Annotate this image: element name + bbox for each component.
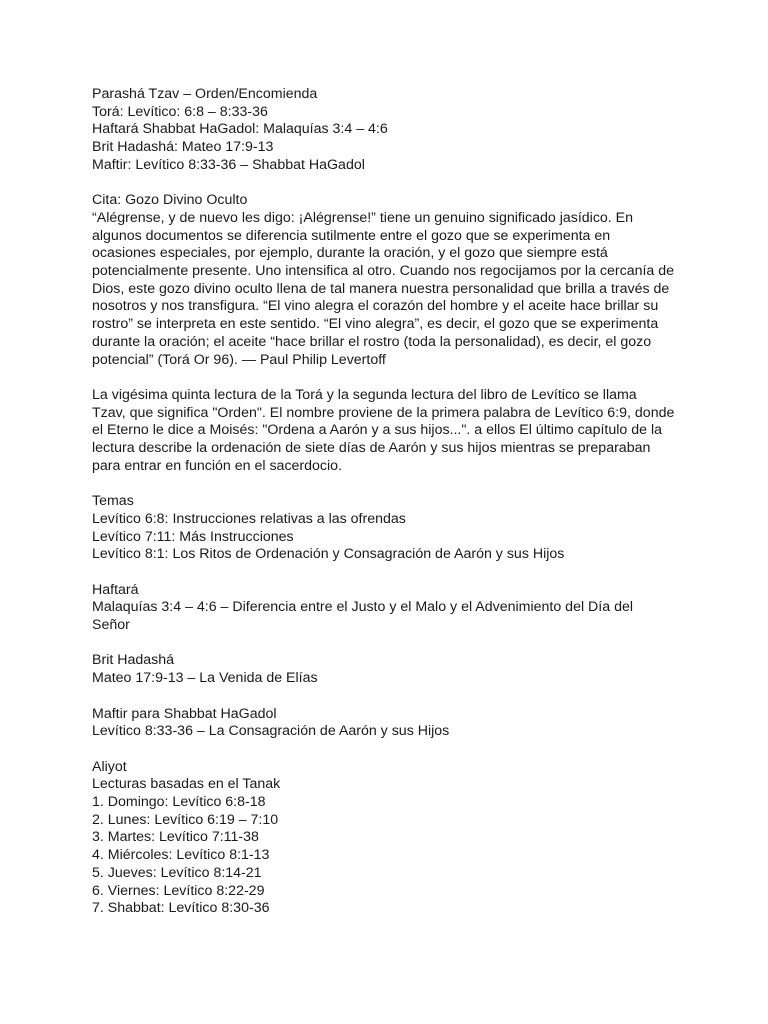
- intro-line: La vigésima quinta lectura de la Torá y la segunda lectura del libro de Levítico se llama: [92, 386, 637, 403]
- aliyot-heading: Aliyot: [92, 758, 127, 775]
- aliyah-item: 3. Martes: Levítico 7:11-38: [92, 829, 259, 846]
- aliyot-section: [92, 759, 692, 918]
- haftara-line: Señor: [92, 617, 130, 634]
- brit-item: Mateo 17:9-13 – La Venida de Elías: [92, 670, 318, 687]
- cita-line: rostro” se interpreta en este sentido. “El vino alegra”, es decir, el gozo que se experimenta: [92, 316, 659, 333]
- haftara-heading: Haftará: [92, 581, 139, 598]
- document-title: Parashá Tzav – Orden/Encomienda: [92, 86, 318, 102]
- haftara-line: Malaquías 3:4 – 4:6 – Diferencia entre el Justo y el Malo y el Advenimiento del Día del: [92, 599, 634, 616]
- intro-line: Tzav, que significa "Orden". El nombre proviene de la primera palabra de Levítico 6:9, donde: [92, 404, 675, 421]
- header-block: [92, 86, 692, 175]
- spacer: [92, 475, 692, 493]
- spacer: [92, 688, 692, 706]
- spacer: [92, 635, 692, 653]
- spacer: [92, 369, 692, 387]
- intro-line: para entrar en función en el sacerdocio.: [92, 457, 343, 474]
- haftara-section: [92, 582, 692, 635]
- cita-line: ocasiones especiales, por ejemplo, durante la oración, y el gozo que siempre está: [92, 245, 608, 262]
- aliyah-item: 5. Jueves: Levítico 8:14-21: [92, 864, 262, 881]
- maftir-section: [92, 706, 692, 741]
- aliyah-item: 7. Shabbat: Levítico 8:30-36: [92, 900, 270, 917]
- cita-line: durante la oración; el aceite “hace brillar el rostro (toda la personalidad), es decir, el gozo: [92, 333, 652, 350]
- brit-heading: Brit Hadashá: [92, 652, 175, 669]
- aliyah-item: 4. Miércoles: Levítico 8:1-13: [92, 847, 270, 864]
- intro-line: el Eterno le dice a Moisés: "Ordena a Aarón y a sus hijos...". a ellos El último capítulo de la: [92, 422, 662, 439]
- spacer: [92, 741, 692, 759]
- spacer: [92, 175, 692, 193]
- tema-item: Levítico 8:1: Los Ritos de Ordenación y Consagración de Aarón y sus Hijos: [92, 546, 565, 563]
- spacer: [92, 564, 692, 582]
- aliyah-item: 2. Lunes: Levítico 6:19 – 7:10: [92, 811, 279, 828]
- aliyah-item: 1. Domingo: Levítico 6:8-18: [92, 794, 266, 811]
- tema-item: Levítico 6:8: Instrucciones relativas a las ofrendas: [92, 510, 406, 527]
- temas-heading: Temas: [92, 493, 134, 510]
- temas-section: [92, 493, 692, 564]
- maftir-reference: Maftir: Levítico 8:33-36 – Shabbat HaGadol: [92, 156, 365, 173]
- brit-section: [92, 652, 692, 687]
- aliyot-subheading: Lecturas basadas en el Tanak: [92, 776, 281, 793]
- cita-line: nosotros y nos transfigura. “El vino alegra el corazón del hombre y el aceite hace brillar su: [92, 298, 659, 315]
- intro-line: lectura describe la ordenación de siete días de Aarón y sus hijos mientras se preparaban: [92, 440, 651, 457]
- tema-item: Levítico 7:11: Más Instrucciones: [92, 528, 294, 545]
- cita-line: algunos documentos se diferencia sutilmente entre el gozo que se experimenta en: [92, 227, 611, 244]
- tora-reference: Torá: Levítico: 6:8 – 8:33-36: [92, 103, 268, 120]
- cita-section: [92, 192, 692, 369]
- intro-paragraph: [92, 387, 692, 476]
- brit-reference: Brit Hadashá: Mateo 17:9-13: [92, 139, 274, 156]
- document-page: [92, 86, 692, 918]
- maftir-item: Levítico 8:33-36 – La Consagración de Aarón y sus Hijos: [92, 723, 450, 740]
- maftir-heading: Maftir para Shabbat HaGadol: [92, 705, 277, 722]
- cita-line: potencial” (Torá Or 96). — Paul Philip Levertoff: [92, 351, 386, 368]
- cita-line: Dios, este gozo divino oculto llena de tal manera nuestra personalidad que brilla a través de: [92, 280, 670, 297]
- cita-line: “Alégrense, y de nuevo les digo: ¡Alégrense!” tiene un genuino significado jasídico. En: [92, 209, 634, 226]
- aliyah-item: 6. Viernes: Levítico 8:22-29: [92, 882, 265, 899]
- cita-heading: Cita: Gozo Divino Oculto: [92, 192, 248, 209]
- cita-line: potencialmente presente. Uno intensifica al otro. Cuando nos regocijamos por la cercanía de: [92, 263, 675, 280]
- haftara-reference: Haftará Shabbat HaGadol: Malaquías 3:4 – 4:6: [92, 121, 388, 138]
